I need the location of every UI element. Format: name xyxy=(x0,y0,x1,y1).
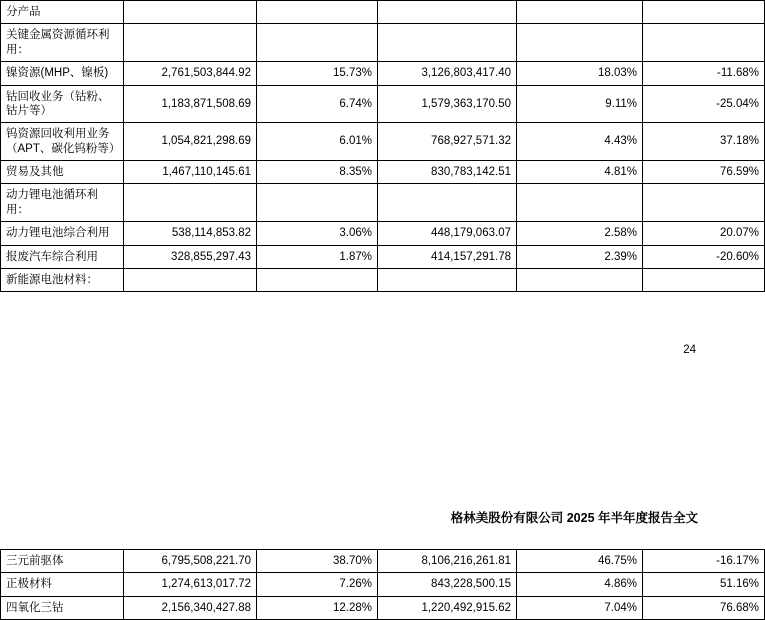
row-value-ratio: 8.35% xyxy=(257,161,378,184)
row-value-prior-ratio: 18.03% xyxy=(517,62,643,85)
row-value-ratio xyxy=(257,268,378,291)
row-value-prior-revenue xyxy=(378,184,517,222)
row-value-ratio xyxy=(257,184,378,222)
row-value-prior-revenue: 1,220,492,915.62 xyxy=(378,596,517,619)
row-value-prior-revenue: 414,157,291.78 xyxy=(378,245,517,268)
table-row xyxy=(1,550,765,573)
row-value-change: -16.17% xyxy=(643,550,765,573)
row-value-change xyxy=(643,184,765,222)
row-value-prior-ratio xyxy=(517,268,643,291)
row-label: 贸易及其他 xyxy=(1,161,124,184)
row-value-prior-revenue: 1,579,363,170.50 xyxy=(378,85,517,123)
table-row xyxy=(1,161,765,184)
row-value-prior-revenue xyxy=(378,24,517,62)
row-value-change: 76.68% xyxy=(643,596,765,619)
row-label: 镍资源(MHP、镍板) xyxy=(1,62,124,85)
row-label: 三元前驱体 xyxy=(1,550,124,573)
row-value-revenue xyxy=(124,184,257,222)
row-value-change: 51.16% xyxy=(643,573,765,596)
row-value-change xyxy=(643,268,765,291)
document-footer-title: 格林美股份有限公司 2025 年半年度报告全文 xyxy=(450,511,698,525)
table-body-top xyxy=(1,1,765,292)
row-value-change: 37.18% xyxy=(643,123,765,161)
row-value-prior-ratio: 4.86% xyxy=(517,573,643,596)
row-value-change: -20.60% xyxy=(643,245,765,268)
row-value-revenue: 1,467,110,145.61 xyxy=(124,161,257,184)
row-label: 动力锂电池综合利用 xyxy=(1,222,124,245)
row-label: 关键金属资源循环利用： xyxy=(1,24,124,62)
table-row xyxy=(1,268,765,291)
row-value-revenue: 2,156,340,427.88 xyxy=(124,596,257,619)
row-value-prior-revenue: 843,228,500.15 xyxy=(378,573,517,596)
row-label: 报废汽车综合利用 xyxy=(1,245,124,268)
empty-cell xyxy=(378,1,517,24)
row-label: 钴回收业务（钴粉、钴片等） xyxy=(1,85,124,123)
row-label: 动力锂电池循环利用： xyxy=(1,184,124,222)
empty-cell xyxy=(257,1,378,24)
table-row xyxy=(1,24,765,62)
table-row xyxy=(1,596,765,619)
row-label: 钨资源回收利用业务（APT、碳化钨粉等） xyxy=(1,123,124,161)
row-value-ratio: 1.87% xyxy=(257,245,378,268)
row-value-ratio: 38.70% xyxy=(257,550,378,573)
row-value-revenue: 6,795,508,221.70 xyxy=(124,550,257,573)
row-value-prior-ratio: 4.43% xyxy=(517,123,643,161)
row-value-change xyxy=(643,24,765,62)
row-value-ratio xyxy=(257,24,378,62)
row-value-ratio: 6.01% xyxy=(257,123,378,161)
table-row xyxy=(1,62,765,85)
row-value-change: -25.04% xyxy=(643,85,765,123)
table-row xyxy=(1,123,765,161)
product-breakdown-table-top xyxy=(0,0,765,292)
row-value-change: 20.07% xyxy=(643,222,765,245)
page-number: 24 xyxy=(683,344,696,356)
row-value-ratio: 3.06% xyxy=(257,222,378,245)
table-row-section-header xyxy=(1,1,765,24)
row-value-prior-ratio xyxy=(517,24,643,62)
row-value-ratio: 15.73% xyxy=(257,62,378,85)
row-value-revenue xyxy=(124,24,257,62)
table-row xyxy=(1,184,765,222)
empty-cell xyxy=(643,1,765,24)
row-value-revenue: 538,114,853.82 xyxy=(124,222,257,245)
row-value-ratio: 6.74% xyxy=(257,85,378,123)
row-value-prior-revenue: 768,927,571.32 xyxy=(378,123,517,161)
table-row xyxy=(1,222,765,245)
row-value-prior-revenue xyxy=(378,268,517,291)
row-label: 正极材料 xyxy=(1,573,124,596)
row-value-ratio: 12.28% xyxy=(257,596,378,619)
row-value-prior-ratio: 4.81% xyxy=(517,161,643,184)
table-row xyxy=(1,573,765,596)
row-value-revenue: 1,274,613,017.72 xyxy=(124,573,257,596)
empty-cell xyxy=(517,1,643,24)
empty-cell xyxy=(124,1,257,24)
row-value-prior-ratio: 2.39% xyxy=(517,245,643,268)
table-body-bottom xyxy=(1,550,765,620)
row-value-revenue xyxy=(124,268,257,291)
row-value-prior-ratio: 46.75% xyxy=(517,550,643,573)
row-value-prior-revenue: 8,106,216,261.81 xyxy=(378,550,517,573)
row-label: 新能源电池材料： xyxy=(1,268,124,291)
row-value-prior-revenue: 830,783,142.51 xyxy=(378,161,517,184)
row-value-prior-ratio: 9.11% xyxy=(517,85,643,123)
row-value-prior-ratio: 7.04% xyxy=(517,596,643,619)
row-value-prior-revenue: 448,179,063.07 xyxy=(378,222,517,245)
row-value-prior-revenue: 3,126,803,417.40 xyxy=(378,62,517,85)
row-value-revenue: 2,761,503,844.92 xyxy=(124,62,257,85)
row-value-prior-ratio: 2.58% xyxy=(517,222,643,245)
row-value-revenue: 1,183,871,508.69 xyxy=(124,85,257,123)
section-header-cell: 分产品 xyxy=(1,1,124,24)
row-value-revenue: 328,855,297.43 xyxy=(124,245,257,268)
table-row xyxy=(1,85,765,123)
row-value-change: 76.59% xyxy=(643,161,765,184)
row-label: 四氧化三钴 xyxy=(1,596,124,619)
product-breakdown-table-bottom xyxy=(0,549,765,620)
row-value-ratio: 7.26% xyxy=(257,573,378,596)
table-row xyxy=(1,245,765,268)
row-value-prior-ratio xyxy=(517,184,643,222)
row-value-change: -11.68% xyxy=(643,62,765,85)
row-value-revenue: 1,054,821,298.69 xyxy=(124,123,257,161)
